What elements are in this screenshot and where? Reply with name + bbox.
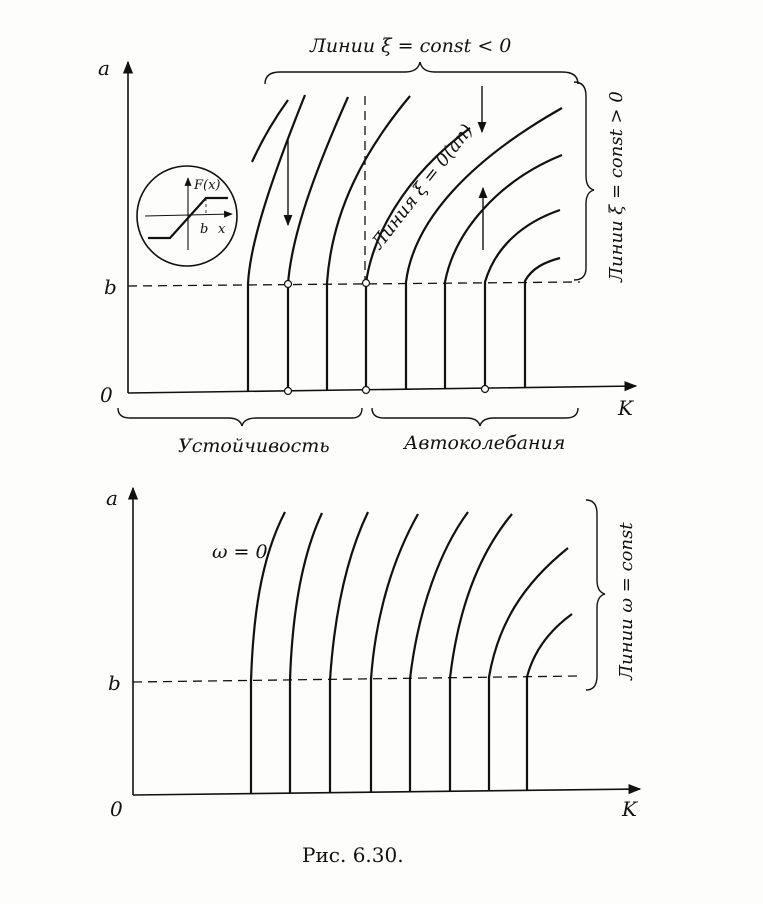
right-brace-label: Линии ξ = const > 0 (606, 91, 627, 282)
bottom-x-axis (133, 789, 640, 795)
top-curve (288, 97, 348, 391)
top-diagram (98, 35, 636, 457)
top-marker-points (285, 280, 489, 395)
bottom-curve (330, 512, 368, 793)
top-curve (366, 128, 470, 390)
top-curve (248, 95, 305, 392)
top-curve (327, 96, 410, 391)
top-y-axis-label: a (98, 56, 110, 80)
inset-func-label: F(x) (194, 178, 221, 193)
bottom-curve (410, 512, 468, 792)
marker-point (363, 387, 370, 394)
inset-x-label: x (218, 222, 226, 237)
marker-point (482, 386, 489, 393)
top-b-dashed-line (128, 282, 580, 286)
top-curve-group (248, 95, 562, 392)
figure-caption: Рис. 6.30. (302, 843, 404, 867)
left-region-brace (118, 408, 362, 426)
bottom-right-brace (586, 500, 605, 690)
top-curve (485, 210, 560, 389)
top-curve (445, 155, 562, 389)
top-origin-label: 0 (100, 383, 113, 407)
bottom-x-axis-label: K (622, 797, 637, 821)
bottom-b-label: b (108, 671, 121, 695)
bottom-origin-label: 0 (110, 797, 123, 821)
marker-point (285, 281, 292, 288)
top-b-label: b (104, 275, 117, 299)
omega-zero-label: ω = 0 (212, 541, 268, 563)
top-x-axis (128, 386, 636, 393)
left-region-label: Устойчивость (178, 435, 330, 457)
marker-point (363, 280, 370, 287)
right-region-brace (372, 408, 578, 426)
bottom-diagram (106, 486, 640, 821)
marker-point (285, 388, 292, 395)
bottom-curve (450, 514, 512, 791)
bottom-b-dashed-line (133, 676, 578, 682)
top-brace (265, 62, 578, 84)
bottom-curve-group (251, 512, 572, 794)
bottom-curve (527, 614, 572, 790)
top-brace-label: Линии ξ = const < 0 (310, 35, 512, 57)
top-x-axis-label: K (618, 396, 633, 420)
right-brace (574, 82, 594, 280)
bottom-curve (290, 513, 322, 793)
inset-nonlinearity (137, 166, 237, 266)
top-curve (448, 230, 562, 283)
bottom-right-brace-label: Линии ω = const (616, 522, 637, 680)
top-curve (525, 258, 560, 388)
right-region-label: Автоколебания (404, 432, 566, 454)
bottom-y-axis-label: a (106, 486, 118, 510)
inset-b-label: b (200, 222, 209, 237)
middle-curve-label: Линия ξ = 0(aп) (367, 120, 478, 254)
